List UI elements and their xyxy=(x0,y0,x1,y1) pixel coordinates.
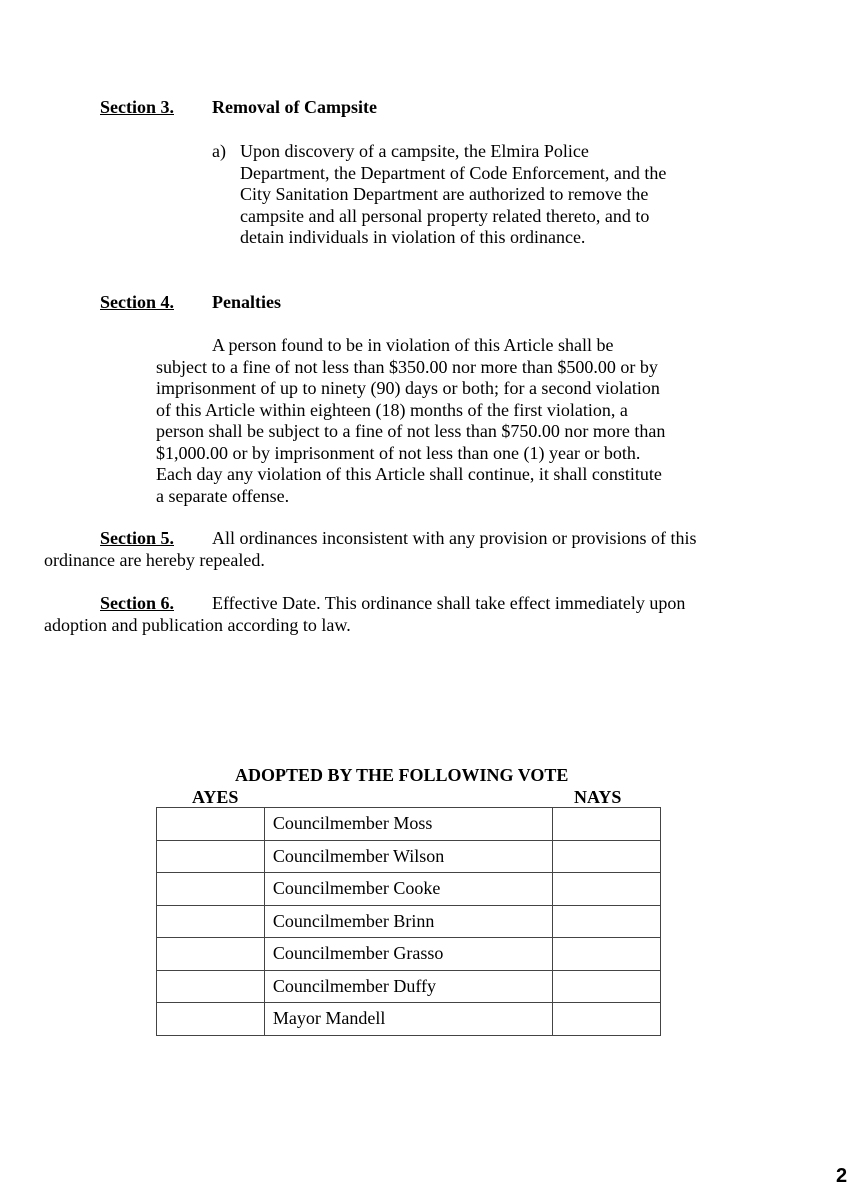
member-name: Councilmember Grasso xyxy=(264,938,552,971)
vote-table xyxy=(156,807,661,1036)
ayes-label: AYES xyxy=(192,787,239,807)
aye-cell xyxy=(157,938,265,971)
member-name: Councilmember Moss xyxy=(264,808,552,841)
vote-row xyxy=(157,808,661,841)
section-3-number: Section 3. xyxy=(100,97,174,117)
aye-cell xyxy=(157,840,265,873)
vote-row xyxy=(157,938,661,971)
nay-cell xyxy=(553,905,661,938)
nays-label: NAYS xyxy=(574,787,622,807)
vote-row xyxy=(157,873,661,906)
nay-cell xyxy=(553,873,661,906)
vote-row xyxy=(157,1003,661,1036)
member-name: Councilmember Duffy xyxy=(264,970,552,1003)
nay-cell xyxy=(553,938,661,971)
page-number: 2 xyxy=(836,1165,847,1187)
nay-cell xyxy=(553,808,661,841)
section-6-number: Section 6. xyxy=(100,593,174,613)
section-4-text: A person found to be in violation of this Article shall be subject to a fine of not less than $350.00 nor more than $500.00 or by imprisonment of up to ninety (90) days or both; for a second violation of this Article within eighteen (18) months of the first violation, a person shall be subject to a fine of not less than $750.00 nor more than $1,000.00 or by imprisonment of not less than one (1) year or both. Each day any violation of this Article shall continue, it shall constitute a separate offense. xyxy=(156,335,666,506)
member-name: Councilmember Brinn xyxy=(264,905,552,938)
vote-title: ADOPTED BY THE FOLLOWING VOTE xyxy=(235,765,569,785)
section-3-item-text: Upon discovery of a campsite, the Elmira Police Department, the Department of Code Enforcement, and the City Sanitation Department are authorized to remove the campsite and all personal property related thereto, and to detain individuals in violation of this ordinance. xyxy=(240,141,667,247)
section-5-text: All ordinances inconsistent with any provision or provisions of this ordinance are hereby repealed. xyxy=(44,528,697,570)
vote-row xyxy=(157,970,661,1003)
section-4-number: Section 4. xyxy=(100,292,174,312)
section-3-title: Removal of Campsite xyxy=(212,97,377,117)
vote-row xyxy=(157,840,661,873)
nay-cell xyxy=(553,970,661,1003)
member-name: Mayor Mandell xyxy=(264,1003,552,1036)
section-4-title: Penalties xyxy=(212,292,281,312)
aye-cell xyxy=(157,905,265,938)
vote-row xyxy=(157,905,661,938)
section-5-number: Section 5. xyxy=(100,528,174,548)
nay-cell xyxy=(553,840,661,873)
section-3-item-marker: a) xyxy=(212,141,226,161)
nay-cell xyxy=(553,1003,661,1036)
aye-cell xyxy=(157,808,265,841)
member-name: Councilmember Wilson xyxy=(264,840,552,873)
aye-cell xyxy=(157,970,265,1003)
aye-cell xyxy=(157,1003,265,1036)
member-name: Councilmember Cooke xyxy=(264,873,552,906)
aye-cell xyxy=(157,873,265,906)
section-6-text: Effective Date. This ordinance shall take effect immediately upon adoption and publication according to law. xyxy=(44,593,686,635)
